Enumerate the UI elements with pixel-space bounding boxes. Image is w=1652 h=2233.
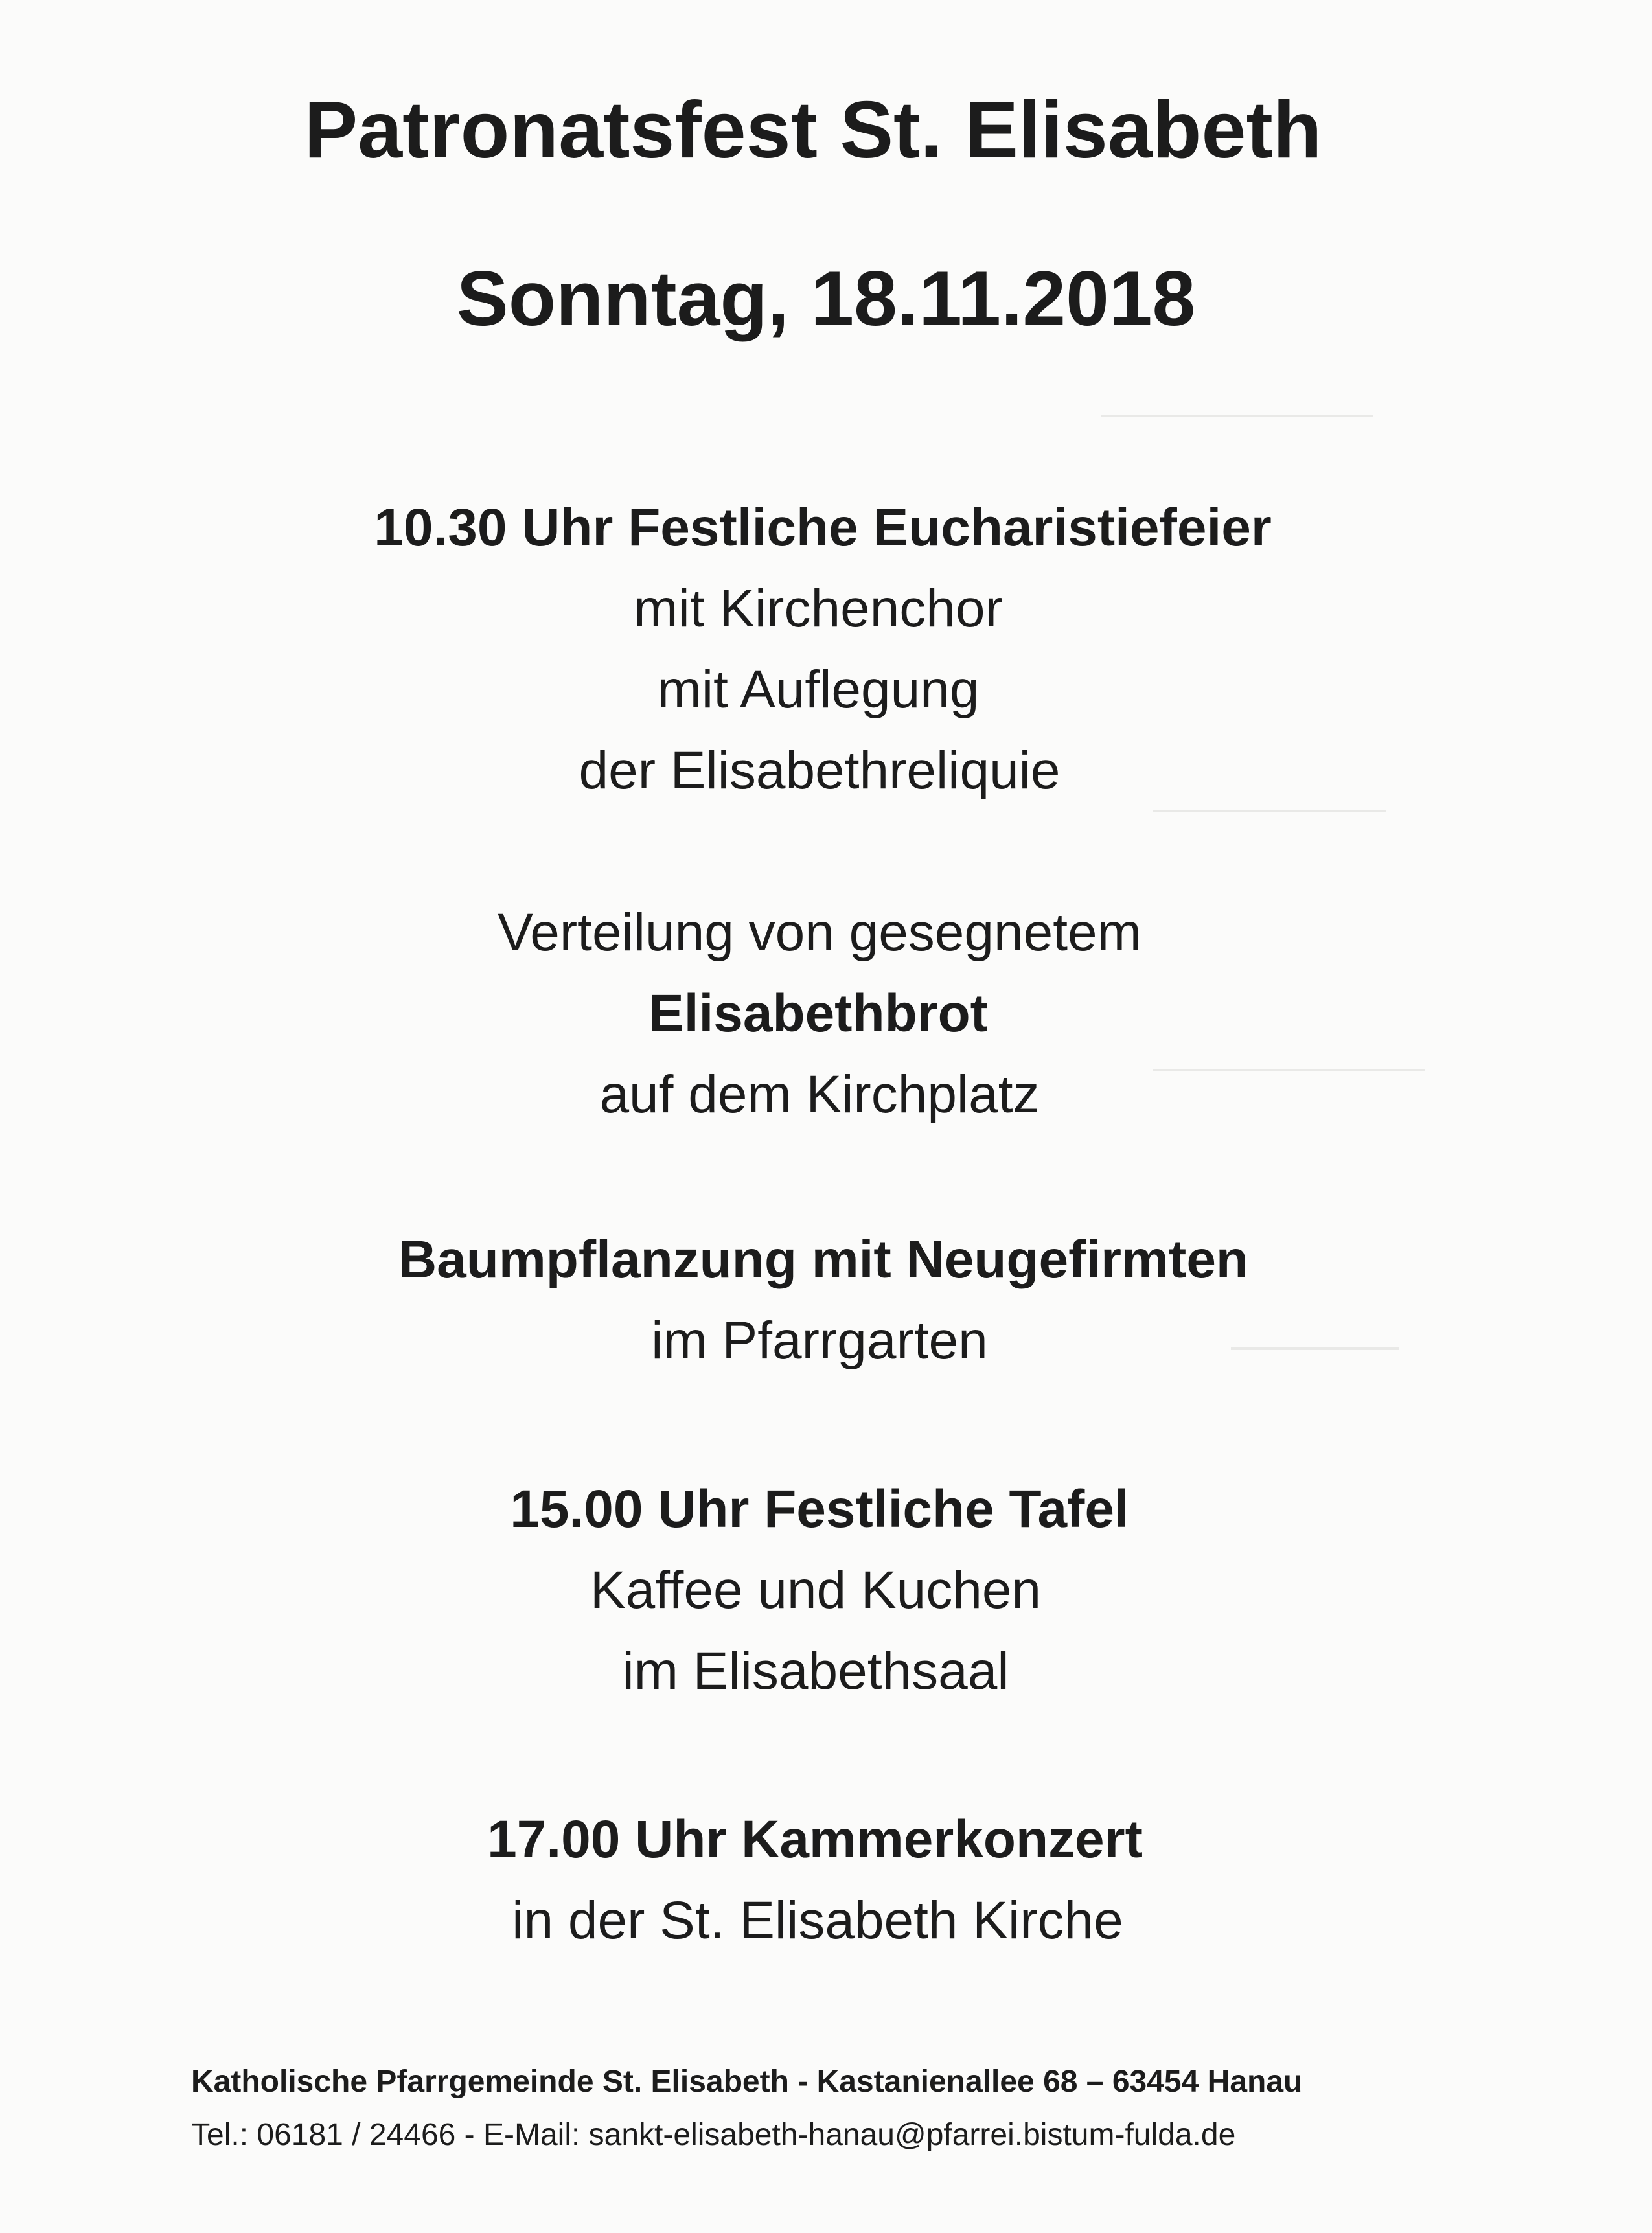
footer-contact: Tel.: 06181 / 24466 - E-Mail: sankt-elisabeth-hanau@pfarrei.bistum-fulda.de — [191, 2118, 1236, 2152]
page-title: Patronatsfest St. Elisabeth — [304, 86, 1322, 175]
event-date: Sonntag, 18.11.2018 — [456, 255, 1196, 342]
scan-artifact — [1101, 415, 1373, 417]
event-detail-line: im Elisabethsaal — [622, 1642, 1009, 1701]
event-heading-mass: 10.30 Uhr Festliche Eucharistiefeier — [374, 498, 1272, 557]
event-detail-line: Kaffee und Kuchen — [590, 1561, 1042, 1620]
event-detail-line: mit Kirchenchor — [634, 579, 1003, 638]
event-pre-line: Verteilung von gesegnetem — [498, 903, 1141, 962]
scan-artifact — [1153, 810, 1386, 812]
event-detail-line: der Elisabethreliquie — [579, 741, 1061, 800]
event-detail-line: im Pfarrgarten — [651, 1311, 988, 1370]
footer-organization: Katholische Pfarrgemeinde St. Elisabeth - Kastanienallee 68 – 63454 Hanau — [191, 2065, 1303, 2099]
event-heading-concert: 17.00 Uhr Kammerkonzert — [487, 1810, 1143, 1869]
event-heading-bread: Elisabethbrot — [648, 984, 988, 1043]
event-detail-line: mit Auflegung — [657, 660, 980, 719]
event-detail-line: in der St. Elisabeth Kirche — [512, 1891, 1123, 1950]
event-heading-tree-planting: Baumpflanzung mit Neugefirmten — [398, 1230, 1249, 1289]
event-heading-table: 15.00 Uhr Festliche Tafel — [510, 1480, 1129, 1539]
event-detail-line: auf dem Kirchplatz — [599, 1065, 1040, 1124]
